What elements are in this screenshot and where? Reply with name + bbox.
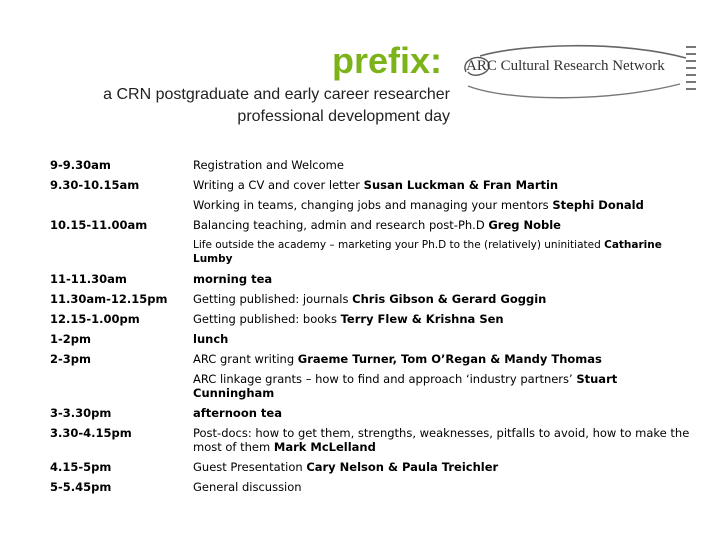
session-cell: Guest Presentation Cary Nelson & Paula Treichler (193, 460, 499, 474)
schedule-row (50, 198, 690, 212)
session-cell: ARC linkage grants – how to find and approach ‘industry partners’ Stuart Cunningham (193, 372, 618, 400)
session-cell: Getting published: journals Chris Gibson & Gerard Goggin (193, 292, 547, 306)
page-title: prefix: (331, 40, 442, 81)
schedule-row (50, 238, 690, 266)
session-cell: Life outside the academy – marketing your Ph.D to the (relatively) uninitiated Catharine Lumby (193, 239, 662, 265)
schedule-row (50, 406, 690, 420)
schedule-row (50, 480, 690, 494)
time-cell: 3.30-4.15pm (50, 426, 132, 440)
schedule-row (50, 426, 690, 454)
subtitle-line-2: professional development day (237, 108, 450, 125)
schedule-row (50, 272, 690, 286)
session-cell: Registration and Welcome (193, 158, 344, 172)
schedule-row (50, 460, 690, 474)
page-subtitle (103, 84, 450, 128)
time-cell (50, 372, 193, 400)
session-cell: Getting published: books Terry Flew & Krishna Sen (193, 312, 504, 326)
schedule-row (50, 352, 690, 366)
time-cell: 11-11.30am (50, 272, 127, 286)
logo-text: ARC Cultural Research Network (466, 58, 665, 74)
session-cell: Writing a CV and cover letter Susan Luckman & Fran Martin (193, 178, 559, 192)
session-cell: afternoon tea (193, 406, 282, 420)
time-cell: 3-3.30pm (50, 406, 112, 420)
subtitle-line-1: a CRN postgraduate and early career researcher (103, 86, 450, 103)
session-cell: Working in teams, changing jobs and managing your mentors Stephi Donald (193, 198, 644, 212)
time-cell: 10.15-11.00am (50, 218, 148, 232)
logo-swoosh (480, 46, 686, 58)
schedule-row (50, 178, 690, 192)
time-cell: 12.15-1.00pm (50, 312, 140, 326)
logo-stripes (686, 46, 696, 95)
schedule-row (50, 218, 690, 232)
time-cell: 9.30-10.15am (50, 178, 140, 192)
schedule-row (50, 332, 690, 346)
time-cell: 1-2pm (50, 332, 91, 346)
schedule-row (50, 158, 690, 172)
schedule-row (50, 312, 690, 326)
time-cell (50, 198, 193, 212)
session-cell: Post-docs: how to get them, strengths, weaknesses, pitfalls to avoid, how to make the most of them Mark McLelland (193, 426, 690, 454)
time-cell: 4.15-5pm (50, 460, 112, 474)
schedule-row (50, 292, 690, 306)
schedule-table (50, 158, 690, 494)
logo-swoosh-lower (468, 84, 680, 98)
time-cell: 2-3pm (50, 352, 91, 366)
session-cell: morning tea (193, 272, 273, 286)
time-cell (50, 238, 193, 266)
session-cell: General discussion (193, 480, 302, 494)
schedule-row (50, 372, 690, 400)
session-cell: ARC grant writing Graeme Turner, Tom O’Regan & Mandy Thomas (193, 352, 602, 366)
time-cell: 5-5.45pm (50, 480, 112, 494)
time-cell: 9-9.30am (50, 158, 111, 172)
session-cell: lunch (193, 332, 229, 346)
time-cell: 11.30am-12.15pm (50, 292, 168, 306)
session-cell: Balancing teaching, admin and research post-Ph.D Greg Noble (193, 218, 561, 232)
